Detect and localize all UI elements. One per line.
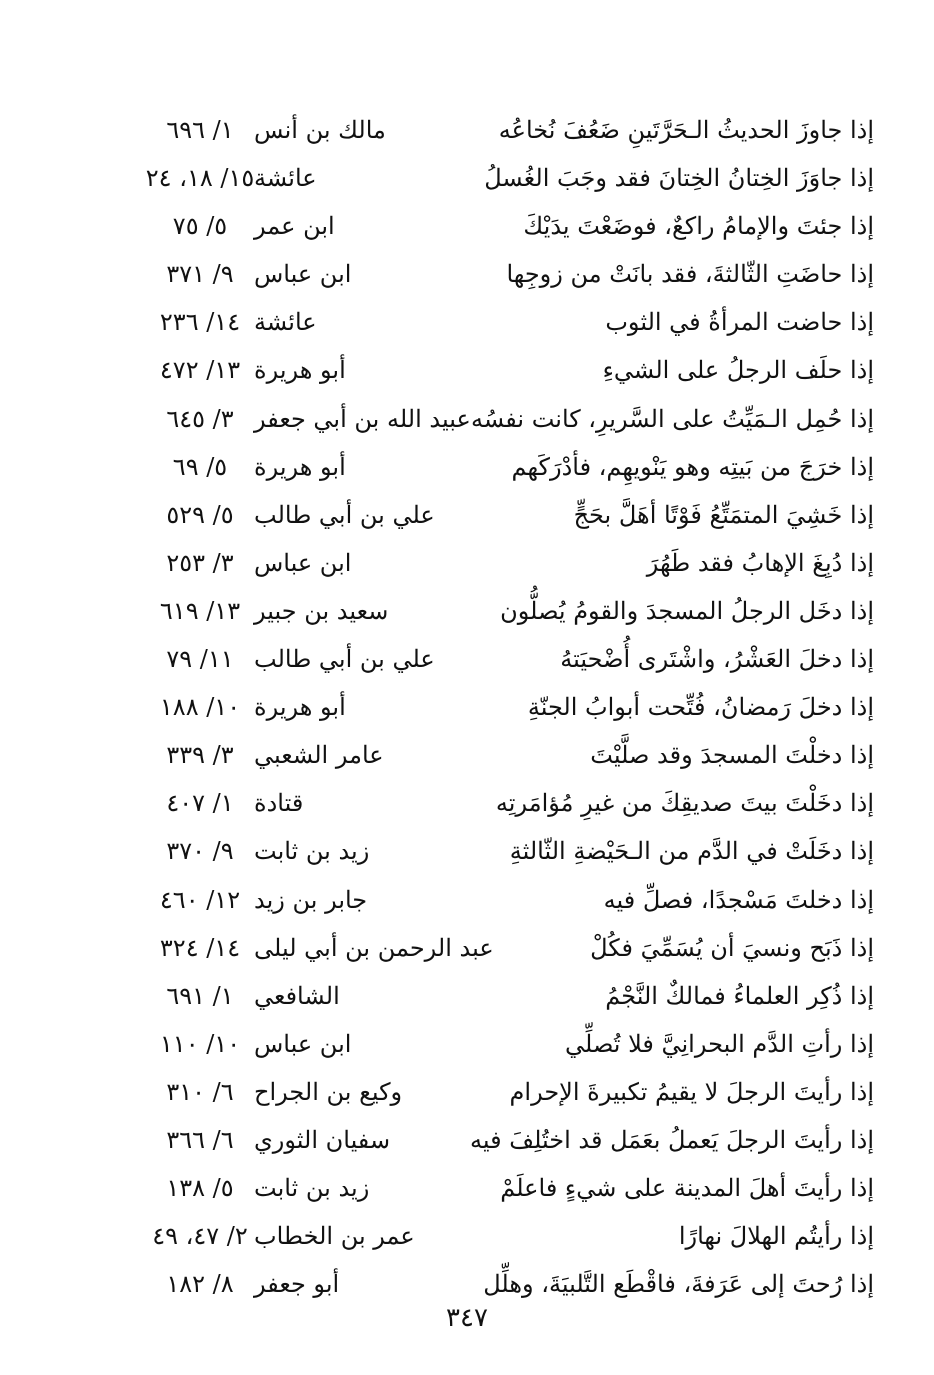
hadith-text: إذا حاضت المرأةُ في الثوب — [605, 308, 874, 337]
narrator-name: ابن عمر — [254, 212, 335, 241]
hadith-text: إذا دخلَ العَشْرُ، واشْتَرى أُضْحيَتهُ — [560, 645, 874, 674]
index-row — [0, 1068, 934, 1116]
volume-page-ref: ١٣/ ٦١٩ — [159, 596, 241, 625]
volume-page-ref: ٦/ ٣٦٦ — [166, 1125, 234, 1154]
volume-page-ref: ١/ ٦٩١ — [166, 981, 234, 1010]
hadith-text: إذا حاضَتِ الثّالثةَ، فقد بانَتْ من زوجِها — [506, 260, 874, 289]
index-row — [0, 972, 934, 1020]
volume-page-ref: ٥/ ٧٥ — [172, 212, 228, 241]
narrator-name: عبد الرحمن بن أبي ليلى — [254, 933, 494, 962]
volume-page-ref: ١٠/ ١٨٨ — [159, 693, 241, 722]
hadith-text: إذا رأيتَ الرجلَ يَعملُ بعَمَل قد اختُلِفَ فيه — [470, 1125, 874, 1154]
volume-page-ref: ١٣/ ٤٧٢ — [159, 356, 241, 385]
narrator-name: ابن عباس — [254, 548, 352, 577]
hadith-text: إذا دخلَ رَمضانُ، فُتِّحت أبوابُ الجنّةِ — [527, 693, 874, 722]
volume-page-ref: ١٠/ ١١٠ — [159, 1029, 241, 1058]
index-row — [0, 876, 934, 924]
narrator-name: علي بن أبي طالب — [254, 500, 435, 529]
narrator-name: ابن عباس — [254, 260, 352, 289]
narrator-name: جابر بن زيد — [254, 885, 368, 914]
index-row — [0, 635, 934, 683]
volume-page-ref: ٥/ ١٣٨ — [166, 1174, 234, 1203]
narrator-name: عامر الشعبي — [254, 741, 384, 770]
hadith-text: إذا ذَبَح ونسيَ أن يُسَمِّيَ فكُلْ — [590, 933, 874, 962]
narrator-name: أبو هريرة — [254, 693, 346, 722]
narrator-name: أبو جعفر — [254, 1270, 340, 1299]
volume-page-ref: ١٤/ ٢٣٦ — [159, 308, 241, 337]
index-row — [0, 779, 934, 827]
index-row — [0, 202, 934, 250]
narrator-name: عائشة — [254, 308, 317, 337]
index-row — [0, 1116, 934, 1164]
narrator-name: وكيع بن الجراح — [254, 1077, 403, 1106]
narrator-name: أبو هريرة — [254, 452, 346, 481]
narrator-name: عائشة — [254, 164, 317, 193]
volume-page-ref: ٥/ ٥٢٩ — [166, 500, 234, 529]
index-row — [0, 443, 934, 491]
index-row — [0, 250, 934, 298]
page-number: ٣٤٧ — [446, 1303, 488, 1333]
hadith-text: إذا دخَلْتَ بيتَ صديقِكَ من غيرِ مُؤامَرتِه — [495, 789, 874, 818]
index-row — [0, 1164, 934, 1212]
volume-page-ref: ٩/ ٣٧٠ — [166, 837, 234, 866]
index-table — [0, 106, 934, 1308]
volume-page-ref: ١٤/ ٣٢٤ — [159, 933, 241, 962]
narrator-name: سفيان الثوري — [254, 1125, 391, 1154]
hadith-text: إذا دُبِغَ الإهابُ فقد طَهُرَ — [646, 548, 874, 577]
hadith-text: إذا رأيتَ أهلَ المدينة على شيءٍ فاعلَمْ — [500, 1174, 874, 1203]
narrator-name: زيد بن ثابت — [254, 837, 370, 866]
index-row — [0, 298, 934, 346]
narrator-name: زيد بن ثابت — [254, 1174, 370, 1203]
volume-page-ref: ٣/ ٦٤٥ — [166, 404, 234, 433]
hadith-text: إذا دخَلَتْ في الدَّم من الـحَيْضةِ الثّالثةِ — [509, 837, 874, 866]
narrator-name: ابن عباس — [254, 1029, 352, 1058]
hadith-text: إذا رُحتَ إلى عَرَفةَ، فاقْطَع التَّلبيَةَ، وهلِّل — [483, 1270, 874, 1299]
index-row — [0, 683, 934, 731]
volume-page-ref: ٣/ ٣٣٩ — [166, 741, 234, 770]
volume-page-ref: ٢/ ٤٧، ٤٩ — [152, 1222, 248, 1251]
index-row — [0, 395, 934, 443]
volume-page-ref: ٩/ ٣٧١ — [166, 260, 234, 289]
hadith-text: إذا دخلتَ مَسْجدًا، فصلِّ فيه — [603, 885, 874, 914]
hadith-text: إذا حُمِل الـمَيِّتُ على السَّريرِ، كانت نفسُه — [470, 404, 874, 433]
index-row — [0, 106, 934, 154]
narrator-name: علي بن أبي طالب — [254, 645, 435, 674]
hadith-text: إذا جاوَزَ الخِتانُ الخِتانَ فقد وجَبَ الغُسلُ — [484, 164, 874, 193]
narrator-name: عبيد الله بن أبي جعفر — [254, 404, 471, 433]
hadith-text: إذا خرَجَ من بَيتِه وهو يَنْويهِم، فأدْرَكَهم — [511, 452, 874, 481]
index-row — [0, 491, 934, 539]
volume-page-ref: ١٢/ ٤٦٠ — [159, 885, 241, 914]
volume-page-ref: ١٥/ ١٨، ٢٤ — [145, 164, 255, 193]
index-row — [0, 731, 934, 779]
narrator-name: سعيد بن جبير — [254, 596, 389, 625]
narrator-name: الشافعي — [254, 981, 340, 1010]
index-row — [0, 346, 934, 394]
hadith-text: إذا دخَل الرجلُ المسجدَ والقومُ يُصلُّون — [500, 596, 874, 625]
hadith-text: إذا رأيتُم الهلالَ نهارًا — [678, 1222, 874, 1251]
volume-page-ref: ٦/ ٣١٠ — [166, 1077, 234, 1106]
narrator-name: قتادة — [254, 789, 304, 818]
index-row — [0, 154, 934, 202]
index-row — [0, 539, 934, 587]
narrator-name: عمر بن الخطاب — [254, 1222, 415, 1251]
hadith-text: إذا ذُكِر العلماءُ فمالكٌ النَّجْمُ — [605, 981, 874, 1010]
index-row — [0, 1212, 934, 1260]
hadith-text: إذا جاوزَ الحديثُ الـحَرَّتَينِ ضَعُفَ نُخاعُه — [498, 116, 874, 144]
narrator-name: أبو هريرة — [254, 356, 346, 385]
index-row — [0, 827, 934, 875]
hadith-text: إذا دخلْتَ المسجدَ وقد صلَّيْتَ — [590, 741, 874, 770]
volume-page-ref: ١/ ٦٩٦ — [166, 116, 234, 144]
index-row — [0, 924, 934, 972]
index-row — [0, 587, 934, 635]
volume-page-ref: ٨/ ١٨٢ — [166, 1270, 234, 1299]
volume-page-ref: ٥/ ٦٩ — [172, 452, 228, 481]
hadith-text: إذا خَشِيَ المتمَتِّعُ فَوْتًا أهَلَّ بحَجٍّ — [573, 500, 874, 529]
hadith-text: إذا رأتِ الدَّم البحرانِيَّ فلا تُصلِّي — [565, 1029, 874, 1058]
volume-page-ref: ١١/ ٧٩ — [166, 645, 234, 674]
hadith-text: إذا حلَف الرجلُ على الشيءِ — [602, 356, 874, 385]
narrator-name: مالك بن أنس — [254, 116, 386, 144]
index-row — [0, 1020, 934, 1068]
volume-page-ref: ٣/ ٢٥٣ — [166, 548, 234, 577]
hadith-text: إذا رأيتَ الرجلَ لا يقيمُ تكبيرةَ الإحرام — [509, 1077, 874, 1106]
volume-page-ref: ١/ ٤٠٧ — [166, 789, 234, 818]
hadith-text: إذا جئتَ والإمامُ راكعٌ، فوضَعْتَ يدَيْكَ — [523, 212, 874, 241]
